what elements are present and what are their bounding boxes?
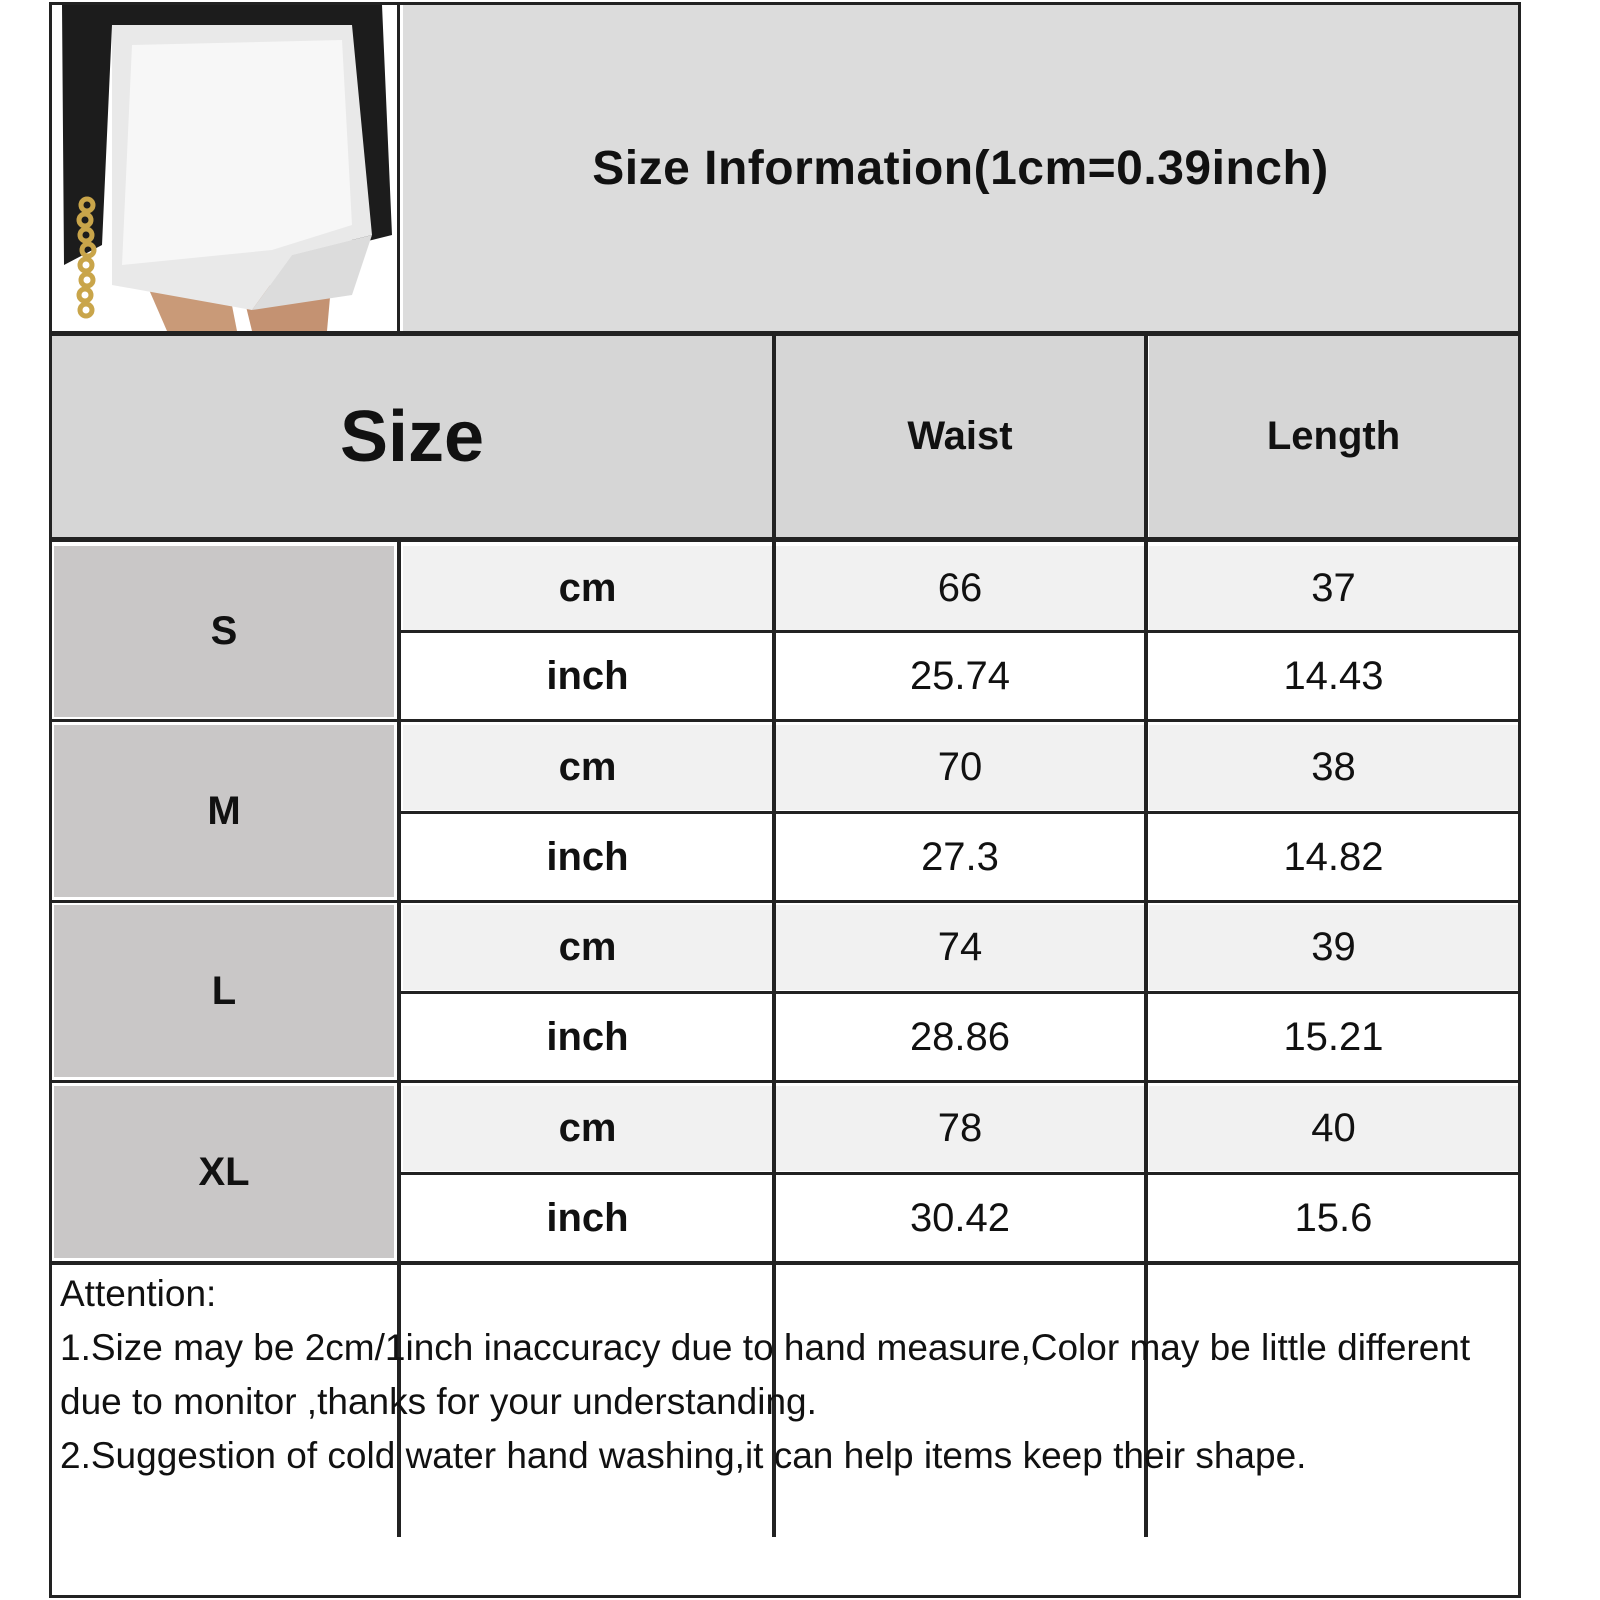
divider xyxy=(52,900,1518,903)
size-label-m: M xyxy=(54,725,394,897)
attention-line-1: 1.Size may be 2cm/1inch inaccuracy due to hand measure,Color may be little different due to monitor ,thanks for your understanding. xyxy=(60,1327,1471,1422)
unit-cell: inch xyxy=(546,1196,629,1240)
divider xyxy=(52,537,1518,542)
product-photo xyxy=(52,5,400,331)
attention-notes xyxy=(60,1267,1510,1483)
waist-cell: 25.74 xyxy=(909,654,1011,698)
waist-cell: 74 xyxy=(776,905,1144,990)
size-chart xyxy=(49,2,1521,1598)
size-label-s: S xyxy=(54,546,394,717)
attention-heading: Attention: xyxy=(60,1273,217,1314)
length-cell: 15.21 xyxy=(1283,1015,1384,1059)
length-cell: 37 xyxy=(1149,546,1518,631)
header-waist: Waist xyxy=(776,336,1144,537)
unit-cell: cm xyxy=(403,905,772,990)
length-cell: 39 xyxy=(1149,905,1518,990)
divider xyxy=(397,630,1518,633)
unit-cell: cm xyxy=(403,546,772,631)
waist-cell: 27.3 xyxy=(921,835,999,879)
length-cell: 14.82 xyxy=(1283,835,1384,879)
unit-cell: inch xyxy=(546,835,629,879)
chart-title: Size Information(1cm=0.39inch) xyxy=(592,141,1329,195)
length-cell: 40 xyxy=(1149,1086,1518,1171)
divider xyxy=(397,1172,1518,1175)
header-size: Size xyxy=(52,336,772,537)
unit-cell: cm xyxy=(403,725,772,810)
length-cell: 38 xyxy=(1149,725,1518,810)
waist-cell: 66 xyxy=(776,546,1144,631)
divider xyxy=(52,719,1518,722)
waist-cell: 28.86 xyxy=(909,1015,1011,1059)
title-cell xyxy=(403,5,1518,331)
divider xyxy=(397,991,1518,994)
divider xyxy=(52,1080,1518,1083)
unit-cell: inch xyxy=(546,654,629,698)
length-cell: 15.6 xyxy=(1294,1196,1373,1240)
attention-line-2: 2.Suggestion of cold water hand washing,it can help items keep their shape. xyxy=(60,1435,1307,1476)
header-length: Length xyxy=(1149,336,1518,537)
waist-cell: 30.42 xyxy=(909,1196,1011,1240)
unit-cell: cm xyxy=(403,1086,772,1171)
divider xyxy=(52,1261,1518,1265)
waist-cell: 78 xyxy=(776,1086,1144,1171)
skirt-image xyxy=(52,5,397,331)
unit-cell: inch xyxy=(546,1015,629,1059)
size-label-l: L xyxy=(54,905,394,1077)
size-label-xl: XL xyxy=(54,1086,394,1258)
length-cell: 14.43 xyxy=(1283,654,1384,698)
divider xyxy=(397,811,1518,814)
waist-cell: 70 xyxy=(776,725,1144,810)
